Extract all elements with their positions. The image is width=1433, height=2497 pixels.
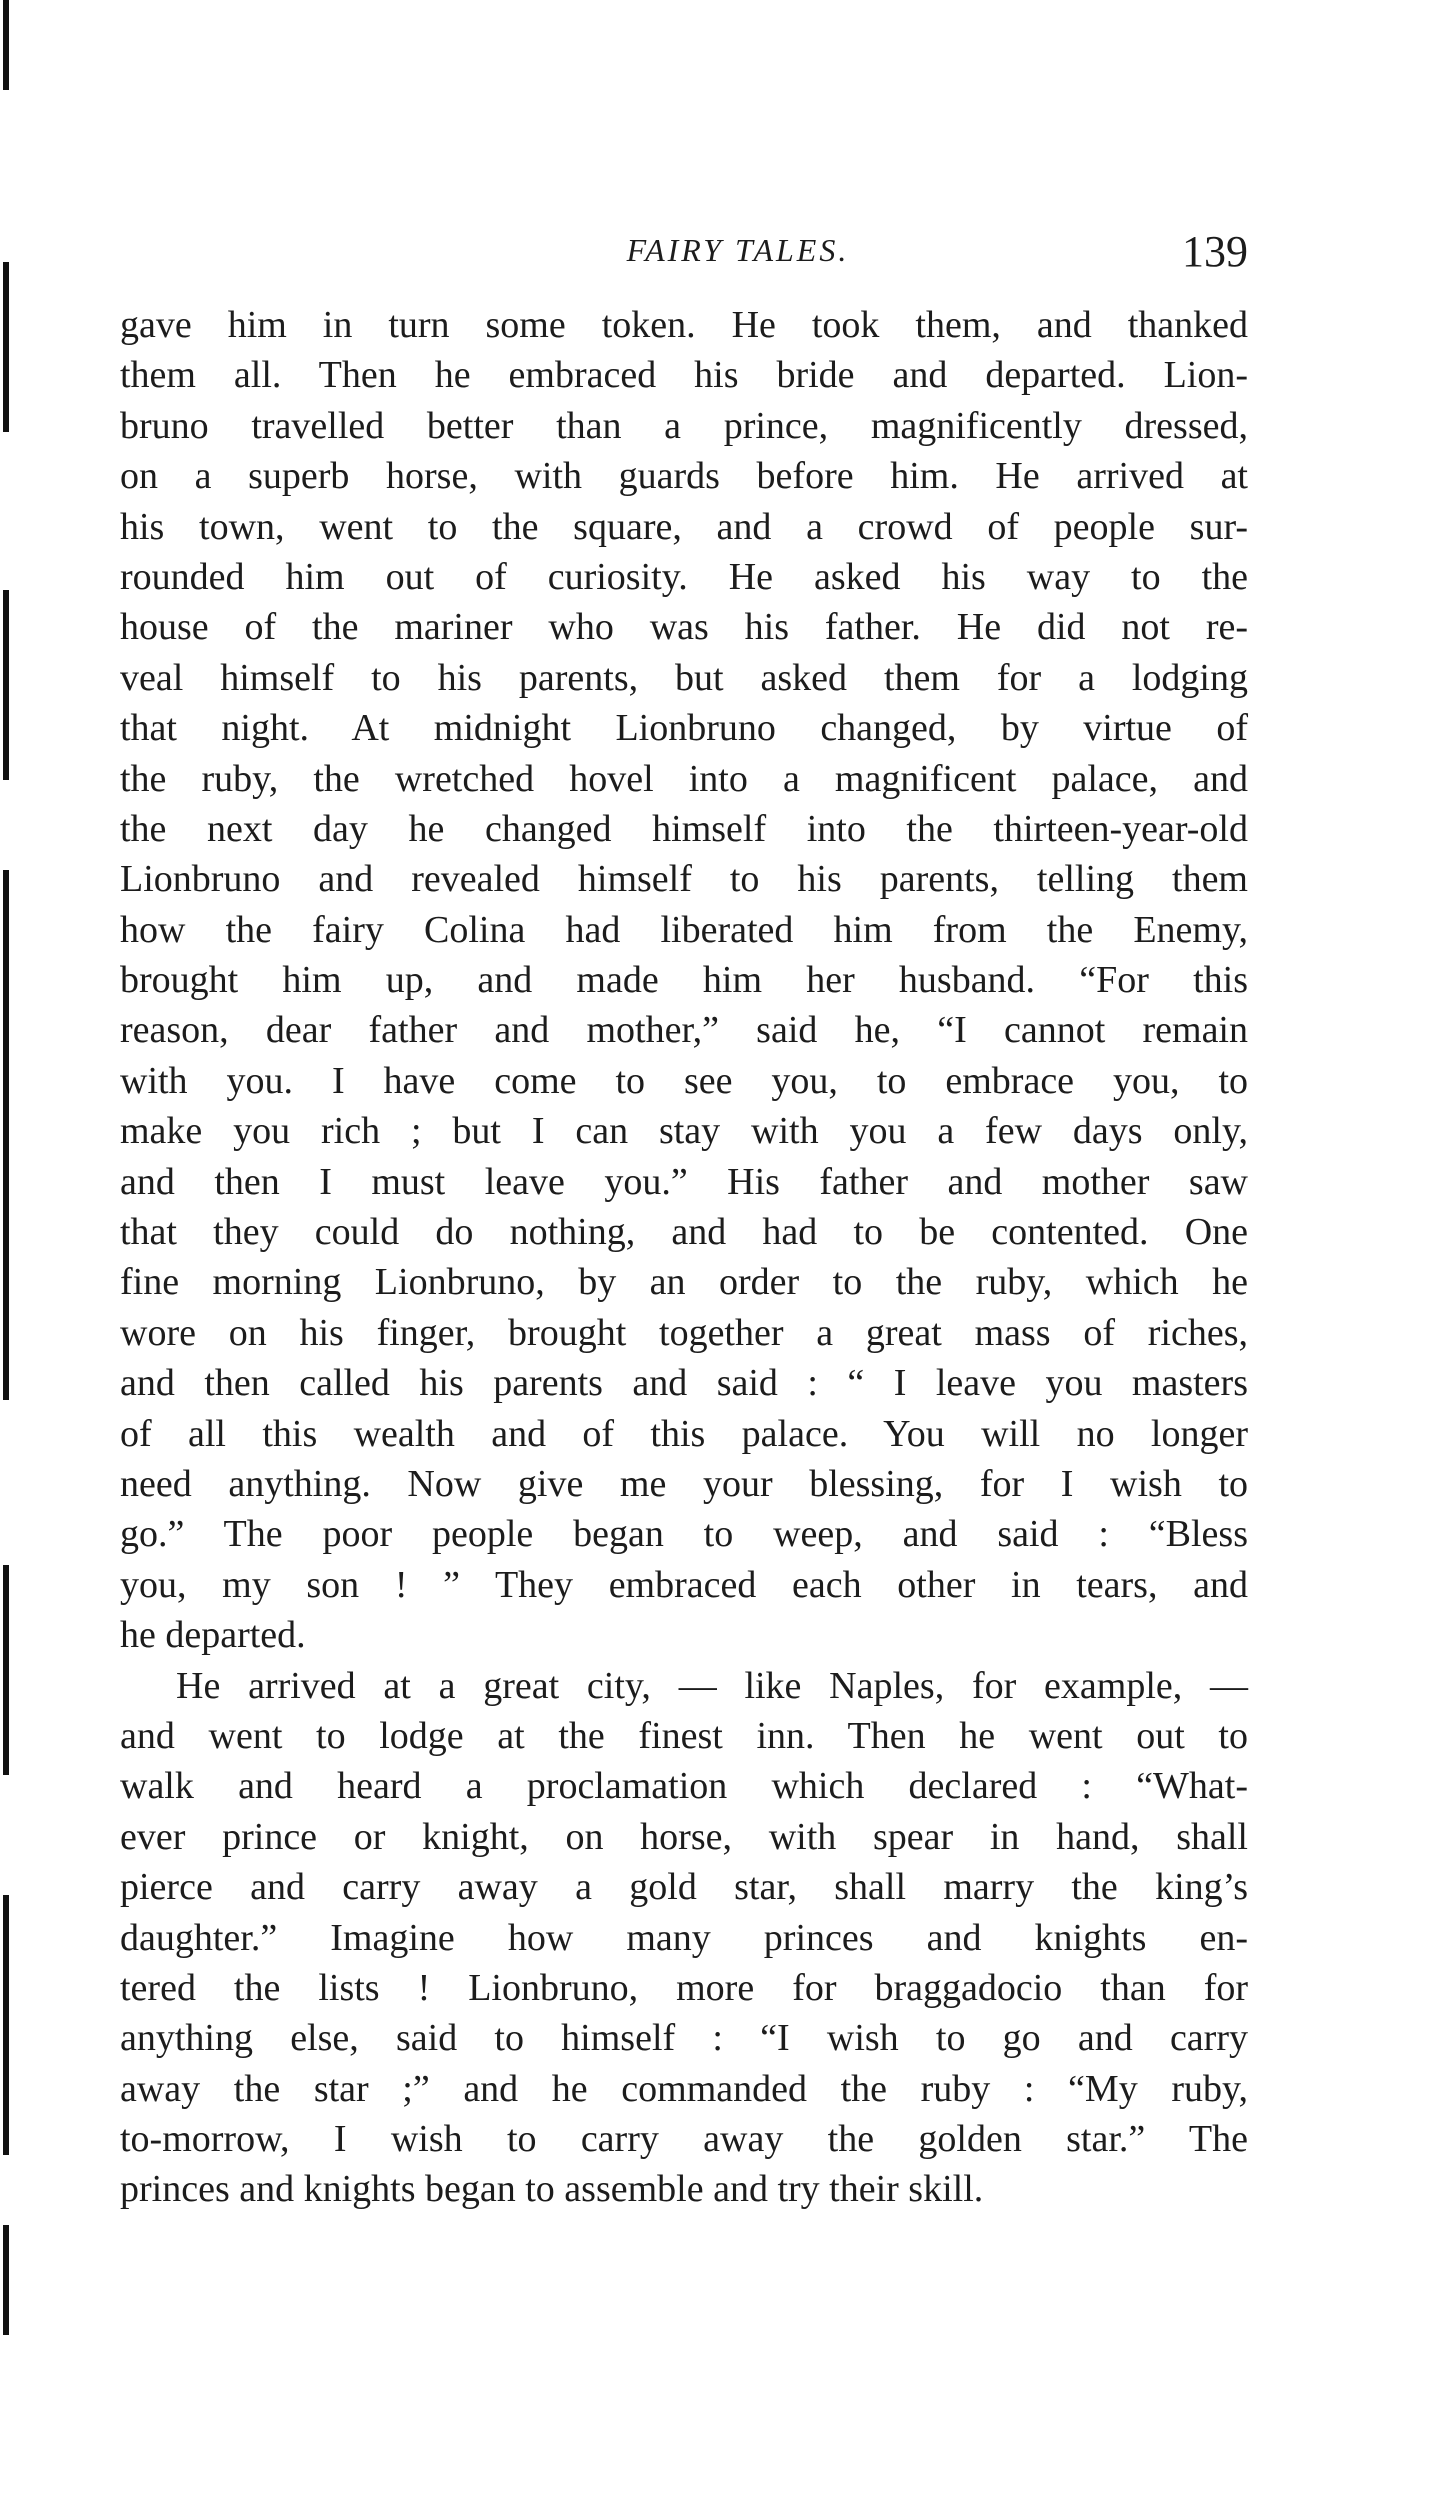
text-line: gave him in turn some token. He took them, and thanked <box>120 304 1248 346</box>
scan-edge-mark <box>3 870 9 1400</box>
text-line: and then called his parents and said : “ I leave you masters <box>120 1362 1248 1405</box>
text-line: how the fairy Colina had liberated him from the Enemy, <box>120 908 1248 951</box>
text-line: reason, dear father and mother,” said he, “I cannot remain <box>120 1009 1248 1052</box>
running-title: FAIRY TALES. <box>626 232 850 268</box>
text-line: make you rich ; but I can stay with you a few days only, <box>120 1110 1248 1153</box>
text-line: brought him up, and made him her husband. “For this <box>120 959 1248 1002</box>
scan-edge-mark <box>3 1895 9 2155</box>
scan-edge-mark <box>3 590 9 780</box>
scan-edge-mark <box>3 2225 9 2335</box>
text-line: bruno travelled better than a prince, magnificently dressed, <box>120 404 1248 447</box>
text-line: and went to lodge at the finest inn. Then he went out to <box>120 1714 1248 1757</box>
text-line: wore on his finger, brought together a great mass of riches, <box>120 1311 1248 1354</box>
text-line: of all this wealth and of this palace. You will no longer <box>120 1412 1248 1455</box>
scan-edge-mark <box>3 262 9 432</box>
text-line: anything else, said to himself : “I wish to go and carry <box>120 2017 1248 2060</box>
text-line: Lionbruno and revealed himself to his parents, telling them <box>120 858 1248 901</box>
text-line: to-morrow, I wish to carry away the golden star.” The <box>120 2118 1248 2161</box>
text-line: the ruby, the wretched hovel into a magnificent palace, and <box>120 757 1248 800</box>
text-line: them all. Then he embraced his bride and departed. Lion- <box>120 354 1248 397</box>
scan-edge-mark <box>3 0 9 90</box>
text-line: he departed. <box>120 1614 306 1657</box>
text-line: his town, went to the square, and a crowd of people sur- <box>120 505 1248 548</box>
text-line: on a superb horse, with guards before him. He arrived at <box>120 455 1248 498</box>
text-line: house of the mariner who was his father. He did not re- <box>120 606 1248 649</box>
text-line: walk and heard a proclamation which declared : “What- <box>120 1765 1248 1808</box>
text-line: away the star ;” and he commanded the ruby : “My ruby, <box>120 2067 1248 2110</box>
text-line: fine morning Lionbruno, by an order to the ruby, which he <box>120 1261 1248 1304</box>
text-line: He arrived at a great city, — like Naples, for example, — <box>176 1664 1248 1707</box>
body-text <box>120 300 1248 2215</box>
text-line: princes and knights began to assemble and try their skill. <box>120 2168 984 2211</box>
text-line: the next day he changed himself into the thirteen-year-old <box>120 807 1248 850</box>
text-line: daughter.” Imagine how many princes and knights en- <box>120 1916 1248 1959</box>
text-line: that night. At midnight Lionbruno changed, by virtue of <box>120 707 1248 750</box>
text-line: rounded him out of curiosity. He asked his way to the <box>120 555 1248 598</box>
text-line: you, my son ! ” They embraced each other in tears, and <box>120 1563 1248 1606</box>
text-line: with you. I have come to see you, to embrace you, to <box>120 1059 1248 1102</box>
running-head <box>118 227 1248 292</box>
text-line: that they could do nothing, and had to be contented. One <box>120 1211 1248 1254</box>
text-line: and then I must leave you.” His father and mother saw <box>120 1160 1248 1203</box>
page-number: 139 <box>1182 227 1248 276</box>
text-line: tered the lists ! Lionbruno, more for braggadocio than for <box>120 1966 1248 2009</box>
text-line: pierce and carry away a gold star, shall marry the king’s <box>120 1866 1248 1909</box>
text-line: go.” The poor people began to weep, and said : “Bless <box>120 1513 1248 1556</box>
text-line: need anything. Now give me your blessing, for I wish to <box>120 1462 1248 1505</box>
text-line: veal himself to his parents, but asked them for a lodging <box>120 656 1248 699</box>
scan-edge-mark <box>3 1565 9 1775</box>
text-line: ever prince or knight, on horse, with spear in hand, shall <box>120 1815 1248 1858</box>
